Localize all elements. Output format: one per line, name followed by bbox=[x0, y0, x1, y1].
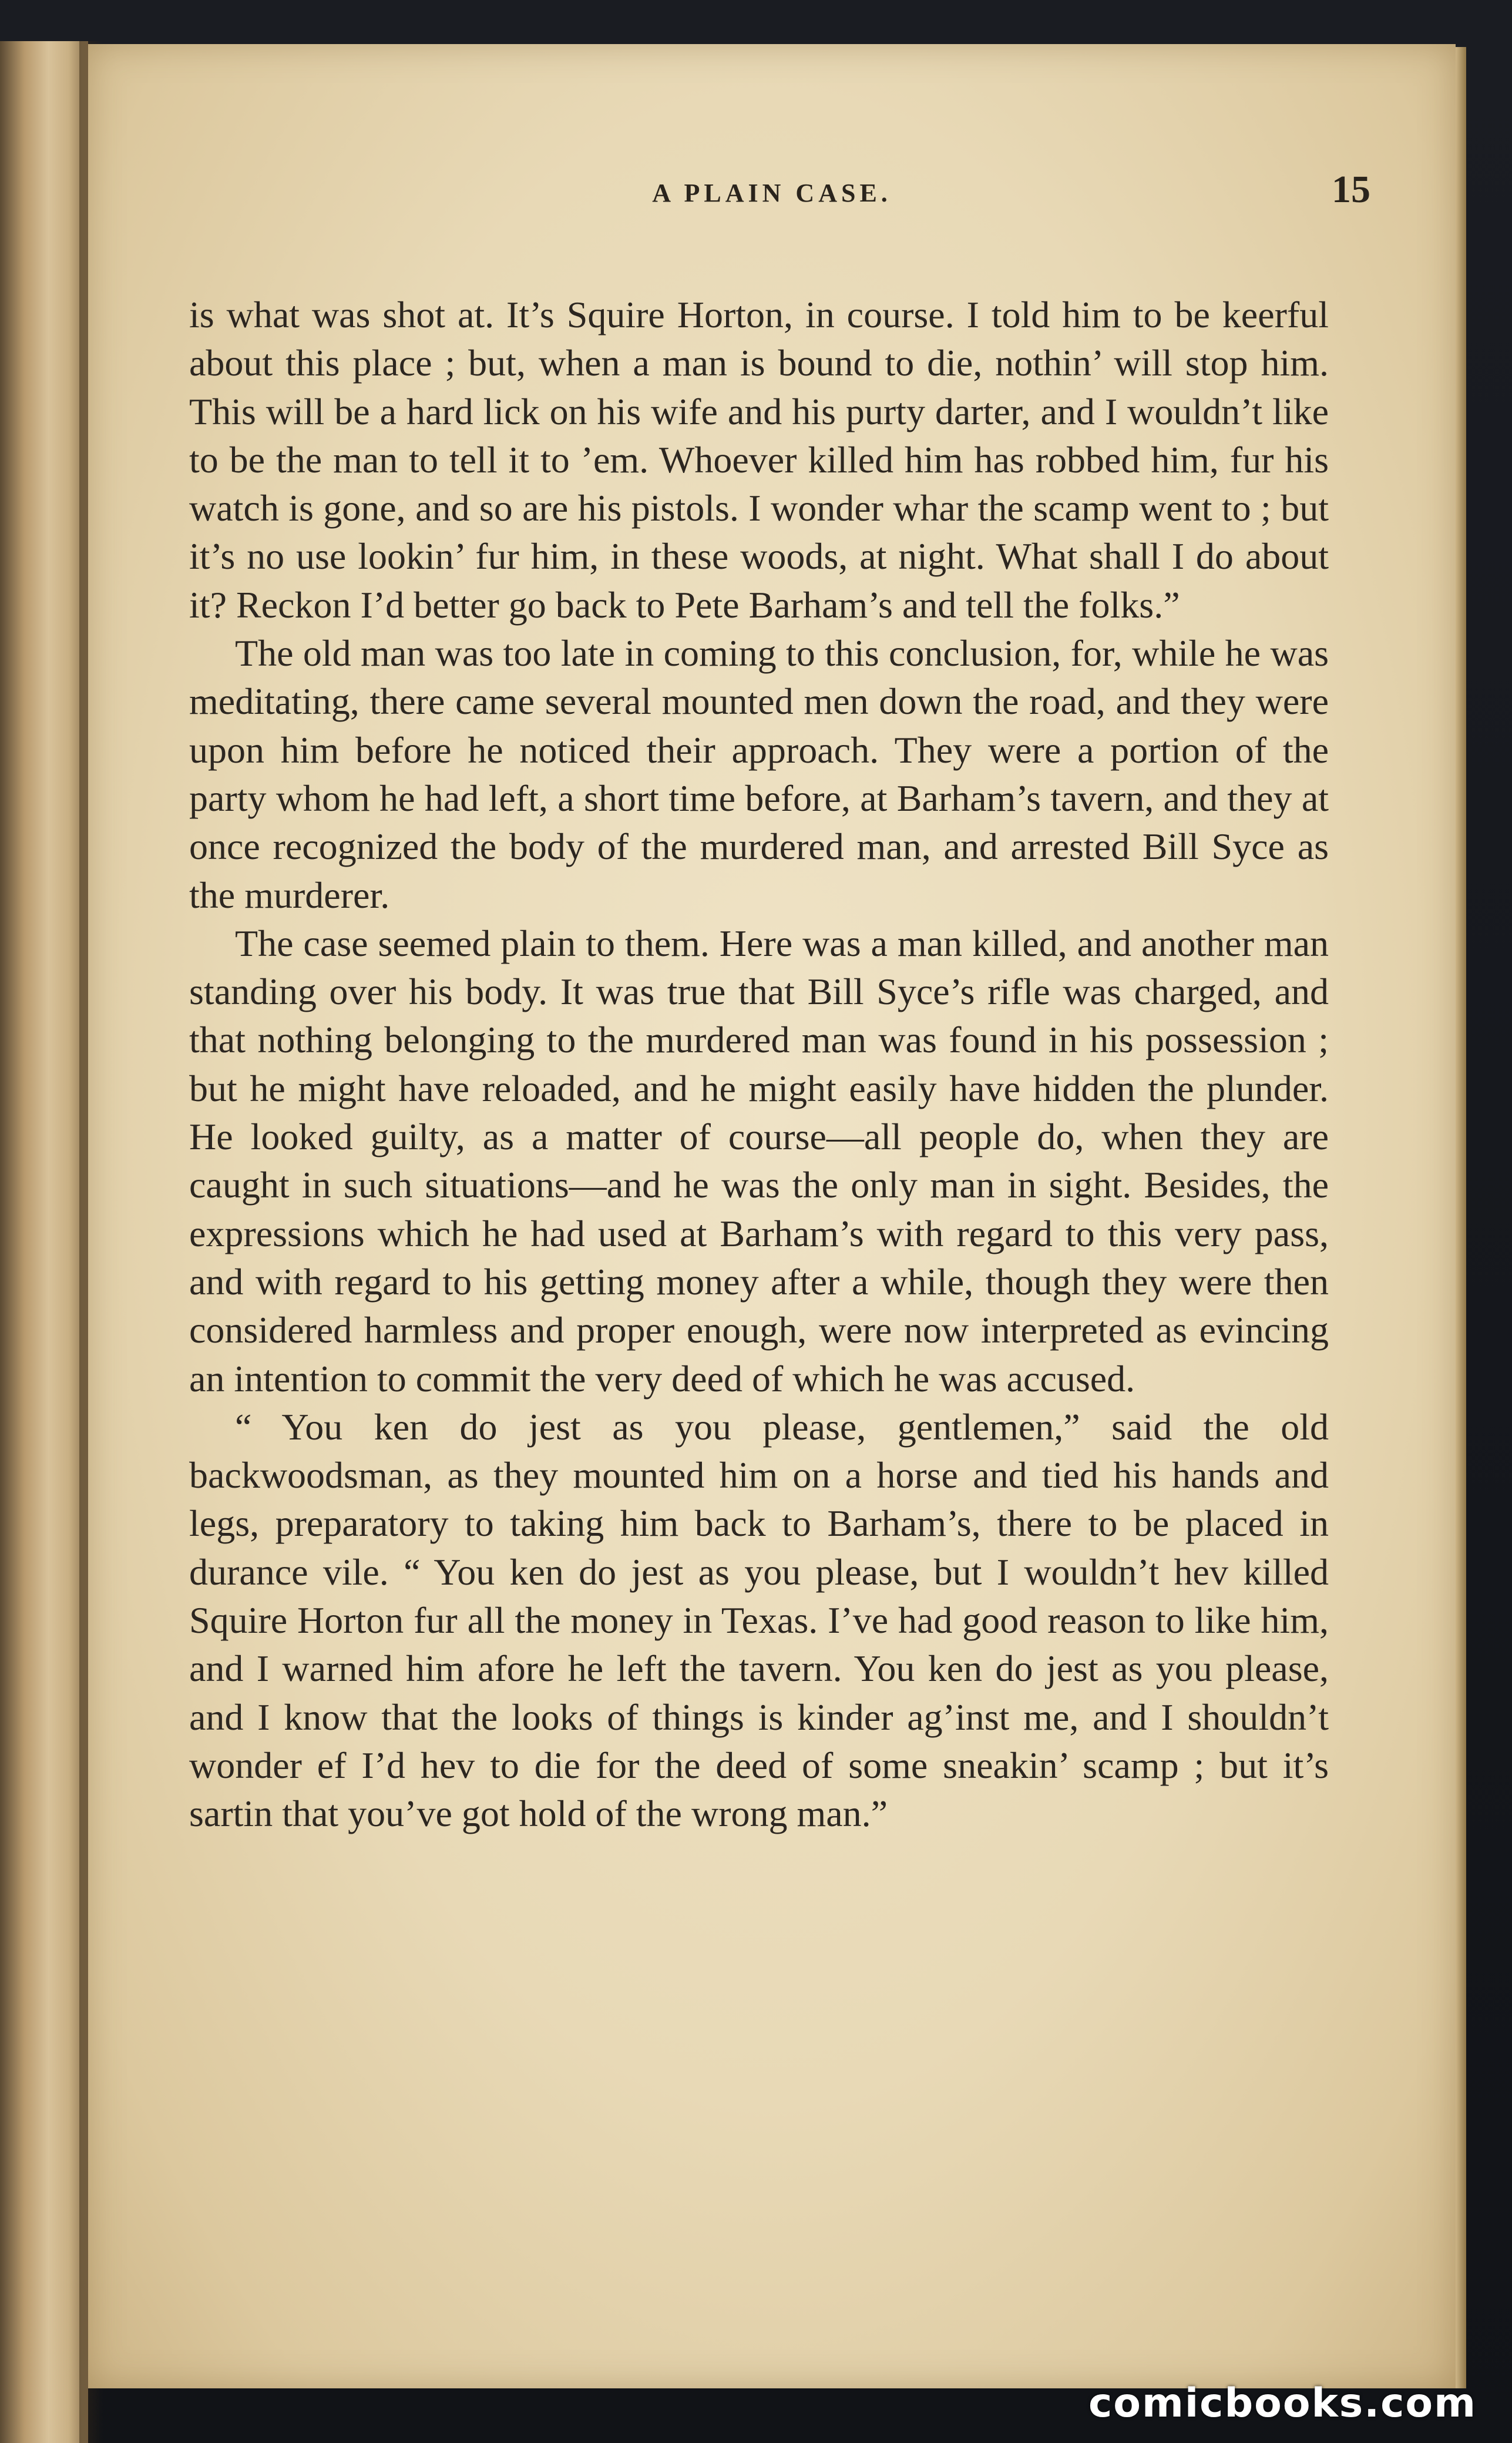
running-head bbox=[88, 167, 1456, 214]
paragraph-1: is what was shot at. It’s Squire Horton, in course. I told him to be keerful about this place ; but, when a man is bound to die, nothin’ will stop him. This will be a hard lick on his wife and his purty darter, and I wouldn’t like to be the man to tell it to ’em. Whoever killed him has robbed him, fur his watch is gone, and so are his pistols. I wonder whar the scamp went to ; but it’s no use lookin’ fur him, in these woods, at night. What shall I do about it? Reckon I’d better go back to Pete Barham’s and tell the folks.” bbox=[189, 294, 1329, 626]
book-page bbox=[88, 44, 1456, 2388]
body-text bbox=[189, 291, 1329, 1838]
paragraph-3: The case seemed plain to them. Here was a man killed, and another man standing over his body. It was true that Bill Syce’s rifle was charged, and that nothing belonging to the murdered man was found in his possession ; but he might have reloaded, and he might easily have hidden the plunder. He looked guilty, as a matter of course—all people do, when they are caught in such situations—and he was the only man in sight. Besides, the expressions which he had used at Barham’s with regard to this very pass, and with regard to his getting money after a while, though they were then considered harmless and proper enough, were now interpreted as evincing an intention to commit the very deed of which he was accused. bbox=[189, 922, 1329, 1400]
paragraph-4: “ You ken do jest as you please, gentlemen,” said the old backwoodsman, as they mounted him on a horse and tied his hands and legs, preparatory to taking him back to Barham’s, there to be placed in durance vile. “ You ken do jest as you please, but I wouldn’t hev killed Squire Horton fur all the money in Texas. I’ve had good reason to like him, and I warned him afore he left the tavern. You ken do jest as you please, and I know that the looks of things is kinder ag’inst me, and I shouldn’t wonder ef I’d hev to die for the deed of some sneakin’ scamp ; but it’s sartin that you’ve got hold of the wrong man.” bbox=[189, 1405, 1329, 1835]
paragraph-2: The old man was too late in coming to this conclusion, for, while he was meditating, there came several mounted men down the road, and they were upon him before he noticed their approach. They were a portion of the party whom he had left, a short time before, at Barham’s tavern, and they at once recognized the body of the murdered man, and arrested Bill Syce as the murderer. bbox=[189, 632, 1329, 916]
watermark-text: comicbooks.com bbox=[1088, 2380, 1477, 2427]
book-binding-edge bbox=[0, 41, 88, 2443]
page-right-edge bbox=[1456, 47, 1466, 2388]
running-head-title: A PLAIN CASE. bbox=[652, 179, 892, 207]
page-number: 15 bbox=[1332, 168, 1370, 211]
